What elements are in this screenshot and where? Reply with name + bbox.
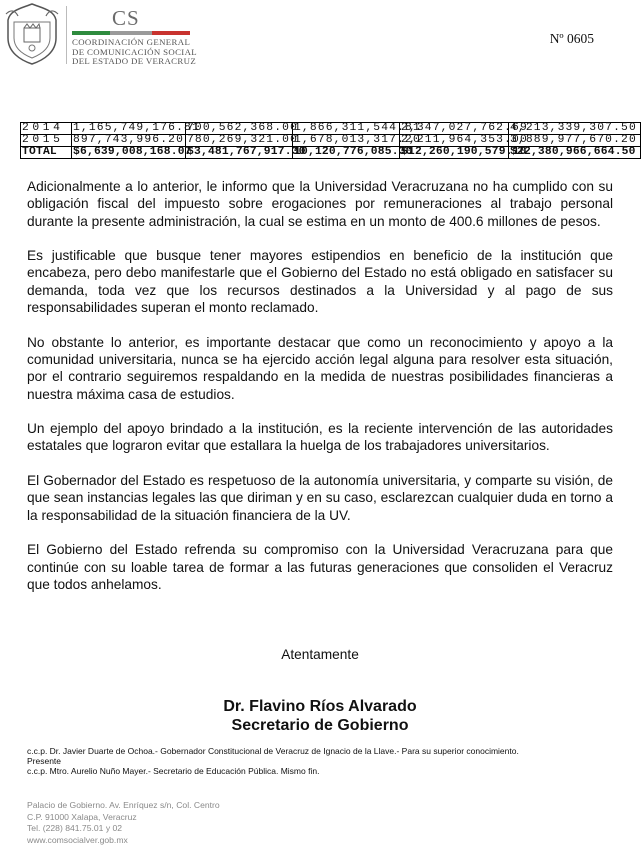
table-cell: $12,260,190,579.10 bbox=[401, 146, 527, 158]
table-cell: 780,269,321.00 bbox=[187, 134, 299, 146]
signature-block bbox=[0, 697, 640, 735]
cc-line: c.c.p. Dr. Javier Duarte de Ochoa.- Gobernador Constitucional de Veracruz de Ignacio de la Llave.- Para su superior conocimiento. bbox=[27, 746, 519, 756]
table-cell: $6,639,008,168.07 bbox=[73, 146, 192, 158]
letterhead bbox=[0, 0, 640, 80]
paragraph: Adicionalmente a lo anterior, le informo que la Universidad Veracruzana no ha cumplido con su obligación fiscal del impuesto sobre erogaciones por remuneraciones al trabajo personal durante la presente administración, la cual se estima en un monto de 400.6 millones de pesos. bbox=[27, 179, 613, 229]
table-cell-year: 2014 bbox=[21, 123, 72, 135]
table-row bbox=[21, 123, 641, 135]
footer-address: Palacio de Gobierno. Av. Enríquez s/n, Col. Centro bbox=[27, 800, 220, 810]
document-number: Nº 0605 bbox=[549, 31, 594, 46]
table-cell: 1,678,013,317.20 bbox=[294, 134, 421, 146]
paragraph: No obstante lo anterior, es importante destacar que como un reconocimiento y apoyo a la comunidad universitaria, nunca se ha ejercido acción legal alguna para resolver esta situación, por el contrario seguiremos respaldando en la medida de nuestras posibilidades financieras a nuestra máxima casa de estudios. bbox=[27, 334, 613, 402]
table-cell: 1,165,749,176.81 bbox=[73, 122, 200, 134]
closing-salutation: Atentamente bbox=[281, 647, 359, 662]
cc-line: c.c.p. Mtro. Aurelio Nuño Mayer.- Secretario de Educación Pública. Mismo fin. bbox=[27, 766, 320, 777]
table-cell: 4,213,339,307.50 bbox=[509, 123, 641, 135]
table-row bbox=[21, 135, 641, 147]
veracruz-coat-of-arms-icon bbox=[2, 2, 62, 66]
table-cell: 3,889,977,670.20 bbox=[509, 135, 641, 147]
table-cell-year: 2015 bbox=[21, 135, 72, 147]
brand-stripe-gray bbox=[110, 31, 152, 35]
brand-stripe-green bbox=[72, 31, 110, 35]
financial-table bbox=[20, 122, 641, 159]
table-cell: $3,481,767,917.30 bbox=[187, 146, 306, 158]
table-total-row bbox=[21, 147, 641, 159]
cs-logo: CS bbox=[112, 6, 140, 30]
cc-line: Presente bbox=[27, 756, 62, 767]
organization-name: COORDINACIÓN GENERAL DE COMUNICACIÓN SOCIAL DEL ESTADO DE VERACRUZ bbox=[72, 37, 197, 67]
table-cell: 700,562,368.00 bbox=[187, 122, 299, 134]
table-cell: $22,380,966,664.50 bbox=[509, 147, 641, 159]
paragraph: Un ejemplo del apoyo brindado a la institución, es la reciente intervención de las autoridades estatales que lograron evitar que estallara la huelga de los trabajadores universitarios. bbox=[27, 421, 613, 454]
carbon-copy-list bbox=[27, 746, 627, 777]
footer-city: C.P. 91000 Xalapa, Veracruz bbox=[27, 811, 137, 822]
table-cell: 2,211,964,353.00 bbox=[401, 134, 528, 146]
brand-stripe-red bbox=[152, 31, 190, 35]
table-cell: 1,866,311,544.81 bbox=[294, 122, 421, 134]
footer-website[interactable]: www.comsocialver.gob.mx bbox=[27, 834, 128, 845]
signer-title: Secretario de Gobierno bbox=[231, 717, 409, 734]
paragraph: El Gobernador del Estado es respetuoso de la autonomía universitaria, y comparte su visión, de que sean instancias legales las que diriman y en su caso, esclarezcan cualquier duda en torno a la responsabilidad de la situación financiera de la UV. bbox=[27, 473, 613, 523]
header-divider bbox=[66, 6, 67, 64]
table-cell: 897,743,996.20 bbox=[73, 134, 185, 146]
paragraph: El Gobierno del Estado refrenda su compromiso con la Universidad Veracruzana para que continúe con su loable tarea de formar a las futuras generaciones que consoliden el Veracruz que todos anhelamos. bbox=[27, 542, 613, 592]
paragraph: Es justificable que busque tener mayores estipendios en beneficio de la institución que encabeza, pero debo manifestarle que el Gobierno del Estado no está obligado en satisfacer su demanda, toda vez que los recursos destinados a la Universidad y al pago de sus responsabilidades superan el monto reclamado. bbox=[27, 248, 613, 316]
footer-contact bbox=[27, 800, 220, 846]
footer-phone: Tel. (228) 841.75.01 y 02 bbox=[27, 823, 123, 834]
table-cell-total-label: TOTAL bbox=[21, 147, 72, 159]
signer-name: Dr. Flavino Ríos Alvarado bbox=[223, 698, 417, 715]
letter-body bbox=[27, 178, 613, 610]
table-cell: 10,120,776,085.30 bbox=[294, 146, 413, 158]
table-cell: 2,347,027,762.69 bbox=[401, 122, 528, 134]
